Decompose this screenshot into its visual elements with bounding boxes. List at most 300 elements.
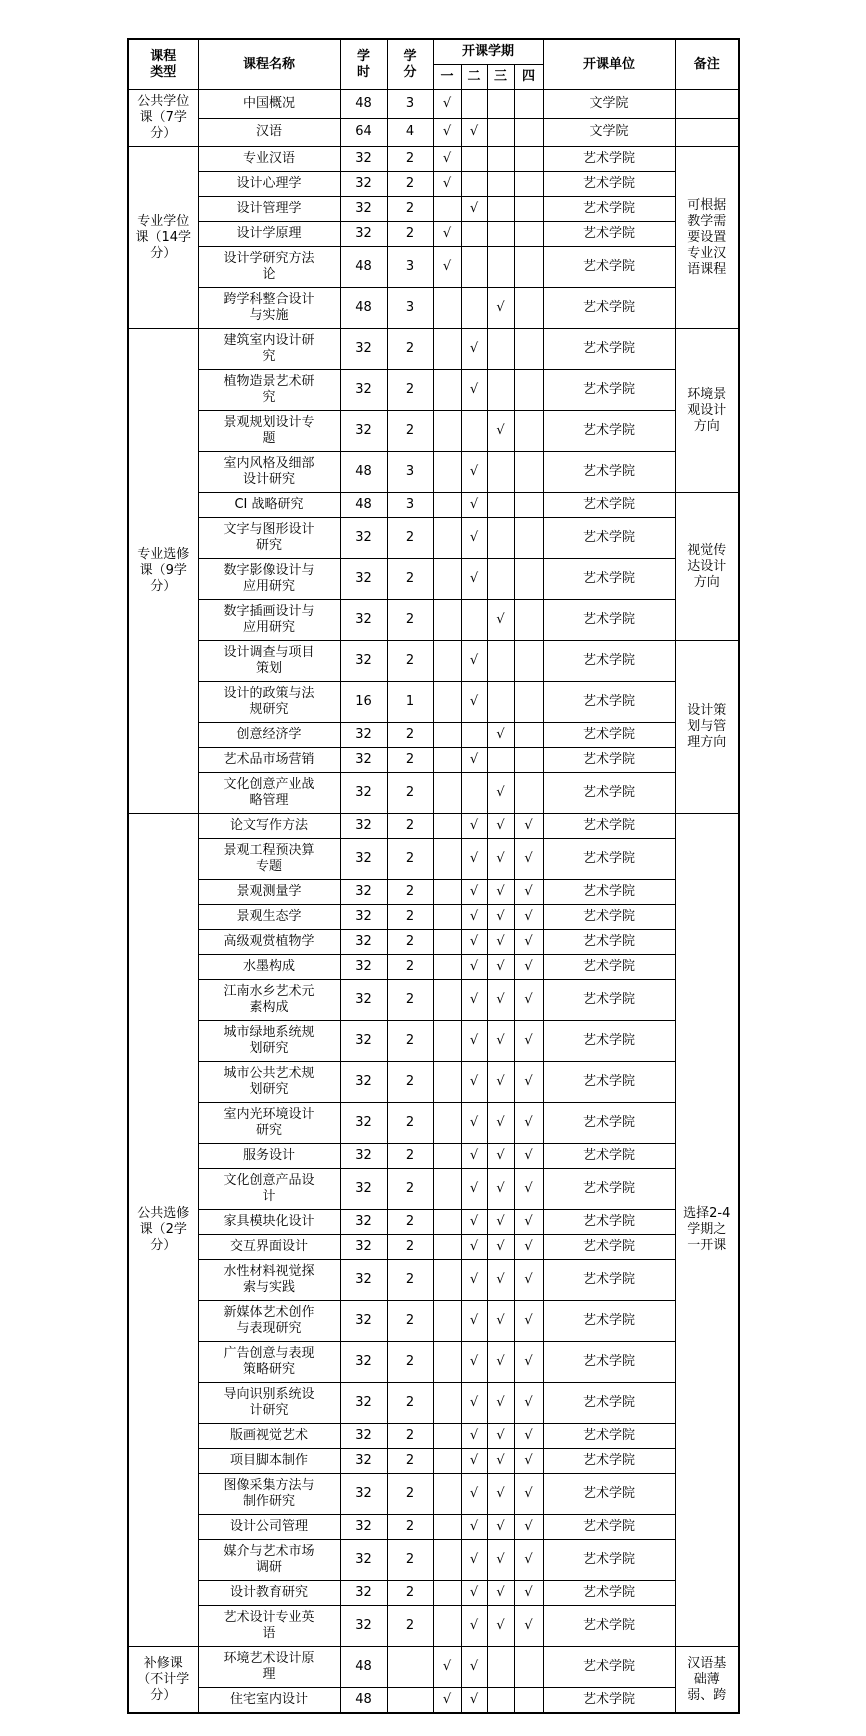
- unit-cell: 艺术学院: [543, 1606, 675, 1647]
- unit-cell: 艺术学院: [543, 880, 675, 905]
- hours-cell: 48: [340, 1688, 387, 1714]
- semester-check-cell-2: √: [461, 1169, 487, 1210]
- hours-cell: 32: [340, 329, 387, 370]
- unit-cell: 艺术学院: [543, 1383, 675, 1424]
- semester-check-cell-4: [514, 748, 543, 773]
- semester-check-cell-2: √: [461, 1062, 487, 1103]
- unit-cell: 艺术学院: [543, 411, 675, 452]
- course-name-cell: 媒介与艺术市场调研: [198, 1540, 340, 1581]
- semester-check-cell-2: √: [461, 1647, 487, 1688]
- semester-check-cell-1: [433, 411, 461, 452]
- hours-cell: 48: [340, 1647, 387, 1688]
- semester-check-cell-3: [487, 452, 514, 493]
- credits-cell: 2: [387, 773, 433, 814]
- credits-cell: 2: [387, 1144, 433, 1169]
- unit-cell: 艺术学院: [543, 1144, 675, 1169]
- semester-check-cell-2: √: [461, 493, 487, 518]
- table-row: [128, 880, 739, 905]
- course-name-cell: 跨学科整合设计与实施: [198, 288, 340, 329]
- semester-check-cell-2: [461, 773, 487, 814]
- semester-check-cell-3: [487, 90, 514, 119]
- course-name-cell: 景观规划设计专题: [198, 411, 340, 452]
- header-credits: 学分: [387, 39, 433, 90]
- credits-cell: 2: [387, 1342, 433, 1383]
- table-row: [128, 411, 739, 452]
- unit-cell: 艺术学院: [543, 1424, 675, 1449]
- course-name-cell: 艺术品市场营销: [198, 748, 340, 773]
- semester-check-cell-1: √: [433, 172, 461, 197]
- table-row: [128, 1301, 739, 1342]
- unit-cell: 艺术学院: [543, 1260, 675, 1301]
- semester-check-cell-1: [433, 930, 461, 955]
- semester-check-cell-1: [433, 1235, 461, 1260]
- semester-check-cell-3: [487, 222, 514, 247]
- semester-check-cell-3: √: [487, 1144, 514, 1169]
- hours-cell: 32: [340, 1301, 387, 1342]
- table-row: [128, 814, 739, 839]
- credits-cell: 4: [387, 118, 433, 147]
- hours-cell: 32: [340, 1342, 387, 1383]
- semester-check-cell-4: √: [514, 1581, 543, 1606]
- semester-check-cell-4: √: [514, 955, 543, 980]
- semester-check-cell-1: [433, 493, 461, 518]
- semester-check-cell-4: √: [514, 1474, 543, 1515]
- hours-cell: 32: [340, 723, 387, 748]
- table-row: [128, 1474, 739, 1515]
- unit-cell: 艺术学院: [543, 1515, 675, 1540]
- course-name-cell: CI 战略研究: [198, 493, 340, 518]
- unit-cell: 艺术学院: [543, 723, 675, 748]
- semester-check-cell-2: √: [461, 1606, 487, 1647]
- credits-cell: 2: [387, 1260, 433, 1301]
- header-course-name: 课程名称: [198, 39, 340, 90]
- hours-cell: 32: [340, 147, 387, 172]
- semester-check-cell-4: √: [514, 930, 543, 955]
- credits-cell: 3: [387, 90, 433, 119]
- table-row: [128, 118, 739, 147]
- header-unit: 开课单位: [543, 39, 675, 90]
- header-semester-4: 四: [514, 65, 543, 90]
- credits-cell: 2: [387, 839, 433, 880]
- header-semester-3: 三: [487, 65, 514, 90]
- semester-check-cell-4: √: [514, 1103, 543, 1144]
- semester-check-cell-3: [487, 518, 514, 559]
- hours-cell: 32: [340, 980, 387, 1021]
- semester-check-cell-3: [487, 1647, 514, 1688]
- hours-cell: 32: [340, 905, 387, 930]
- credits-cell: [387, 1688, 433, 1714]
- semester-check-cell-2: √: [461, 955, 487, 980]
- course-name-cell: 景观测量学: [198, 880, 340, 905]
- semester-check-cell-2: [461, 247, 487, 288]
- credits-cell: 1: [387, 682, 433, 723]
- unit-cell: 艺术学院: [543, 370, 675, 411]
- semester-check-cell-2: √: [461, 880, 487, 905]
- semester-check-cell-3: √: [487, 411, 514, 452]
- semester-check-cell-1: [433, 452, 461, 493]
- course-name-cell: 图像采集方法与制作研究: [198, 1474, 340, 1515]
- semester-check-cell-2: √: [461, 980, 487, 1021]
- semester-check-cell-1: [433, 641, 461, 682]
- unit-cell: 艺术学院: [543, 1449, 675, 1474]
- semester-check-cell-4: [514, 370, 543, 411]
- unit-cell: 艺术学院: [543, 452, 675, 493]
- semester-check-cell-3: √: [487, 980, 514, 1021]
- credits-cell: 2: [387, 930, 433, 955]
- semester-check-cell-2: √: [461, 1144, 487, 1169]
- unit-cell: 艺术学院: [543, 955, 675, 980]
- semester-check-cell-4: [514, 682, 543, 723]
- hours-cell: 32: [340, 1581, 387, 1606]
- credits-cell: 2: [387, 559, 433, 600]
- header-course-type: 课程类型: [128, 39, 198, 90]
- semester-check-cell-2: √: [461, 1581, 487, 1606]
- unit-cell: 艺术学院: [543, 493, 675, 518]
- semester-check-cell-4: √: [514, 1515, 543, 1540]
- semester-check-cell-4: [514, 773, 543, 814]
- semester-check-cell-2: √: [461, 1383, 487, 1424]
- unit-cell: 艺术学院: [543, 247, 675, 288]
- semester-check-cell-1: [433, 1210, 461, 1235]
- table-row: [128, 955, 739, 980]
- course-name-cell: 设计调查与项目策划: [198, 641, 340, 682]
- hours-cell: 32: [340, 1449, 387, 1474]
- course-name-cell: 城市绿地系统规划研究: [198, 1021, 340, 1062]
- table-row: [128, 452, 739, 493]
- semester-check-cell-2: √: [461, 197, 487, 222]
- table-row: [128, 559, 739, 600]
- semester-check-cell-3: [487, 172, 514, 197]
- semester-check-cell-1: [433, 559, 461, 600]
- credits-cell: 2: [387, 172, 433, 197]
- semester-check-cell-3: √: [487, 1424, 514, 1449]
- table-row: [128, 905, 739, 930]
- hours-cell: 32: [340, 880, 387, 905]
- semester-check-cell-4: [514, 147, 543, 172]
- semester-check-cell-1: [433, 1062, 461, 1103]
- course-name-cell: 数字影像设计与应用研究: [198, 559, 340, 600]
- semester-check-cell-1: [433, 748, 461, 773]
- credits-cell: 2: [387, 1581, 433, 1606]
- hours-cell: 48: [340, 90, 387, 119]
- semester-check-cell-2: √: [461, 118, 487, 147]
- table-row: [128, 1144, 739, 1169]
- semester-check-cell-3: √: [487, 1540, 514, 1581]
- semester-check-cell-1: [433, 1474, 461, 1515]
- semester-check-cell-3: [487, 748, 514, 773]
- semester-check-cell-4: √: [514, 1606, 543, 1647]
- table-row: [128, 222, 739, 247]
- course-name-cell: 室内光环境设计研究: [198, 1103, 340, 1144]
- hours-cell: 32: [340, 773, 387, 814]
- credits-cell: 2: [387, 1301, 433, 1342]
- semester-check-cell-3: √: [487, 288, 514, 329]
- course-name-cell: 导向识别系统设计研究: [198, 1383, 340, 1424]
- table-row: [128, 1169, 739, 1210]
- hours-cell: 48: [340, 247, 387, 288]
- unit-cell: 艺术学院: [543, 1062, 675, 1103]
- semester-check-cell-2: [461, 147, 487, 172]
- semester-check-cell-2: √: [461, 1103, 487, 1144]
- semester-check-cell-4: [514, 197, 543, 222]
- credits-cell: 2: [387, 370, 433, 411]
- course-name-cell: 住宅室内设计: [198, 1688, 340, 1714]
- hours-cell: 32: [340, 1424, 387, 1449]
- semester-check-cell-4: [514, 118, 543, 147]
- credits-cell: 2: [387, 1062, 433, 1103]
- table-row: [128, 1383, 739, 1424]
- semester-check-cell-3: √: [487, 773, 514, 814]
- remark-cell: 汉语基础薄弱、跨: [675, 1647, 739, 1714]
- credits-cell: 2: [387, 723, 433, 748]
- course-name-cell: 水性材料视觉探索与实践: [198, 1260, 340, 1301]
- semester-check-cell-4: [514, 411, 543, 452]
- credits-cell: 2: [387, 1606, 433, 1647]
- credits-cell: 2: [387, 1383, 433, 1424]
- semester-check-cell-3: √: [487, 905, 514, 930]
- credits-cell: 2: [387, 1169, 433, 1210]
- course-name-cell: 文化创意产品设计: [198, 1169, 340, 1210]
- credits-cell: 2: [387, 955, 433, 980]
- header-semester-1: 一: [433, 65, 461, 90]
- semester-check-cell-4: √: [514, 880, 543, 905]
- unit-cell: 艺术学院: [543, 1581, 675, 1606]
- table-row: [128, 1606, 739, 1647]
- table-row: [128, 600, 739, 641]
- hours-cell: 32: [340, 1515, 387, 1540]
- semester-check-cell-4: [514, 90, 543, 119]
- semester-check-cell-2: √: [461, 329, 487, 370]
- course-name-cell: 服务设计: [198, 1144, 340, 1169]
- table-row: [128, 288, 739, 329]
- course-name-cell: 设计学原理: [198, 222, 340, 247]
- credits-cell: 2: [387, 411, 433, 452]
- semester-check-cell-3: √: [487, 1021, 514, 1062]
- course-name-cell: 数字插画设计与应用研究: [198, 600, 340, 641]
- hours-cell: 32: [340, 559, 387, 600]
- hours-cell: 32: [340, 1103, 387, 1144]
- hours-cell: 32: [340, 641, 387, 682]
- unit-cell: 艺术学院: [543, 1342, 675, 1383]
- semester-check-cell-4: [514, 247, 543, 288]
- course-name-cell: 设计管理学: [198, 197, 340, 222]
- semester-check-cell-1: [433, 880, 461, 905]
- unit-cell: 艺术学院: [543, 147, 675, 172]
- course-name-cell: 版画视觉艺术: [198, 1424, 340, 1449]
- hours-cell: 48: [340, 452, 387, 493]
- credits-cell: 2: [387, 600, 433, 641]
- semester-check-cell-2: [461, 288, 487, 329]
- unit-cell: 艺术学院: [543, 1647, 675, 1688]
- hours-cell: 32: [340, 518, 387, 559]
- semester-check-cell-3: [487, 147, 514, 172]
- semester-check-cell-2: √: [461, 905, 487, 930]
- table-row: [128, 1449, 739, 1474]
- semester-check-cell-2: √: [461, 814, 487, 839]
- credits-cell: 2: [387, 1235, 433, 1260]
- course-name-cell: 设计心理学: [198, 172, 340, 197]
- semester-check-cell-2: √: [461, 1301, 487, 1342]
- course-name-cell: 环境艺术设计原理: [198, 1647, 340, 1688]
- semester-check-cell-2: [461, 723, 487, 748]
- table-row: [128, 723, 739, 748]
- semester-check-cell-3: √: [487, 1606, 514, 1647]
- semester-check-cell-1: [433, 1144, 461, 1169]
- unit-cell: 文学院: [543, 118, 675, 147]
- credits-cell: 2: [387, 1449, 433, 1474]
- semester-check-cell-2: √: [461, 1540, 487, 1581]
- semester-check-cell-3: √: [487, 1062, 514, 1103]
- semester-check-cell-3: [487, 493, 514, 518]
- header-semester: 开课学期: [433, 39, 543, 65]
- credits-cell: 2: [387, 814, 433, 839]
- unit-cell: 艺术学院: [543, 559, 675, 600]
- semester-check-cell-2: √: [461, 1474, 487, 1515]
- unit-cell: 艺术学院: [543, 773, 675, 814]
- semester-check-cell-1: [433, 955, 461, 980]
- unit-cell: 艺术学院: [543, 1540, 675, 1581]
- table-row: [128, 682, 739, 723]
- table-header: [128, 39, 739, 90]
- course-name-cell: 汉语: [198, 118, 340, 147]
- table-row: [128, 197, 739, 222]
- course-name-cell: 江南水乡艺术元素构成: [198, 980, 340, 1021]
- semester-check-cell-2: √: [461, 518, 487, 559]
- unit-cell: 艺术学院: [543, 814, 675, 839]
- credits-cell: 2: [387, 880, 433, 905]
- semester-check-cell-4: √: [514, 1260, 543, 1301]
- semester-check-cell-2: [461, 222, 487, 247]
- course-name-cell: 室内风格及细部设计研究: [198, 452, 340, 493]
- semester-check-cell-4: [514, 723, 543, 748]
- remark-cell: 可根据教学需要设置专业汉语课程: [675, 147, 739, 329]
- semester-check-cell-4: √: [514, 814, 543, 839]
- semester-check-cell-3: [487, 1688, 514, 1714]
- semester-check-cell-1: [433, 814, 461, 839]
- course-name-cell: 建筑室内设计研究: [198, 329, 340, 370]
- course-name-cell: 专业汉语: [198, 147, 340, 172]
- hours-cell: 32: [340, 1235, 387, 1260]
- semester-check-cell-1: [433, 1449, 461, 1474]
- credits-cell: 2: [387, 1021, 433, 1062]
- hours-cell: 32: [340, 1062, 387, 1103]
- hours-cell: 32: [340, 600, 387, 641]
- unit-cell: 艺术学院: [543, 197, 675, 222]
- unit-cell: 文学院: [543, 90, 675, 119]
- course-name-cell: 设计的政策与法规研究: [198, 682, 340, 723]
- semester-check-cell-2: √: [461, 370, 487, 411]
- table-row: [128, 518, 739, 559]
- semester-check-cell-4: √: [514, 839, 543, 880]
- semester-check-cell-1: [433, 723, 461, 748]
- semester-check-cell-4: [514, 452, 543, 493]
- hours-cell: 32: [340, 814, 387, 839]
- semester-check-cell-4: √: [514, 1169, 543, 1210]
- credits-cell: 2: [387, 197, 433, 222]
- curriculum-table: [127, 38, 740, 1714]
- remark-cell: 视觉传达设计方向: [675, 493, 739, 641]
- hours-cell: 32: [340, 1260, 387, 1301]
- credits-cell: 2: [387, 748, 433, 773]
- header-hours: 学时: [340, 39, 387, 90]
- course-name-cell: 设计公司管理: [198, 1515, 340, 1540]
- hours-cell: 32: [340, 1210, 387, 1235]
- semester-check-cell-4: √: [514, 1449, 543, 1474]
- course-name-cell: 艺术设计专业英语: [198, 1606, 340, 1647]
- hours-cell: 32: [340, 1383, 387, 1424]
- semester-check-cell-3: [487, 197, 514, 222]
- table-row: [128, 329, 739, 370]
- table-row: [128, 247, 739, 288]
- table-row: [128, 773, 739, 814]
- semester-check-cell-3: √: [487, 1474, 514, 1515]
- semester-check-cell-1: [433, 1581, 461, 1606]
- semester-check-cell-1: [433, 288, 461, 329]
- hours-cell: 32: [340, 1474, 387, 1515]
- unit-cell: 艺术学院: [543, 222, 675, 247]
- semester-check-cell-4: √: [514, 905, 543, 930]
- semester-check-cell-1: [433, 1301, 461, 1342]
- table-row: [128, 1210, 739, 1235]
- semester-check-cell-1: [433, 1021, 461, 1062]
- semester-check-cell-2: √: [461, 1342, 487, 1383]
- semester-check-cell-4: √: [514, 1424, 543, 1449]
- remark-cell: [675, 118, 739, 147]
- semester-check-cell-3: √: [487, 814, 514, 839]
- semester-check-cell-4: [514, 1688, 543, 1714]
- semester-check-cell-1: [433, 682, 461, 723]
- semester-check-cell-3: √: [487, 1581, 514, 1606]
- course-name-cell: 设计学研究方法论: [198, 247, 340, 288]
- semester-check-cell-1: [433, 329, 461, 370]
- semester-check-cell-1: [433, 839, 461, 880]
- course-name-cell: 项目脚本制作: [198, 1449, 340, 1474]
- semester-check-cell-3: √: [487, 1449, 514, 1474]
- semester-check-cell-3: √: [487, 1342, 514, 1383]
- unit-cell: 艺术学院: [543, 172, 675, 197]
- course-name-cell: 高级观赏植物学: [198, 930, 340, 955]
- table-row: [128, 1062, 739, 1103]
- semester-check-cell-1: [433, 518, 461, 559]
- table-row: [128, 748, 739, 773]
- unit-cell: 艺术学院: [543, 1235, 675, 1260]
- semester-check-cell-2: √: [461, 1210, 487, 1235]
- semester-check-cell-4: [514, 1647, 543, 1688]
- table-row: [128, 147, 739, 172]
- table-row: [128, 641, 739, 682]
- semester-check-cell-1: [433, 1540, 461, 1581]
- semester-check-cell-1: √: [433, 1647, 461, 1688]
- table-row: [128, 172, 739, 197]
- semester-check-cell-3: √: [487, 600, 514, 641]
- header-row-main: [128, 39, 739, 65]
- unit-cell: 艺术学院: [543, 641, 675, 682]
- hours-cell: 32: [340, 1021, 387, 1062]
- semester-check-cell-4: √: [514, 1540, 543, 1581]
- unit-cell: 艺术学院: [543, 1103, 675, 1144]
- semester-check-cell-1: [433, 600, 461, 641]
- semester-check-cell-3: √: [487, 1169, 514, 1210]
- remark-cell: 设计策划与管理方向: [675, 641, 739, 814]
- table-row: [128, 1021, 739, 1062]
- table-row: [128, 1581, 739, 1606]
- hours-cell: 32: [340, 197, 387, 222]
- course-name-cell: 创意经济学: [198, 723, 340, 748]
- semester-check-cell-2: √: [461, 1235, 487, 1260]
- hours-cell: 32: [340, 1169, 387, 1210]
- semester-check-cell-1: [433, 773, 461, 814]
- semester-check-cell-3: √: [487, 1383, 514, 1424]
